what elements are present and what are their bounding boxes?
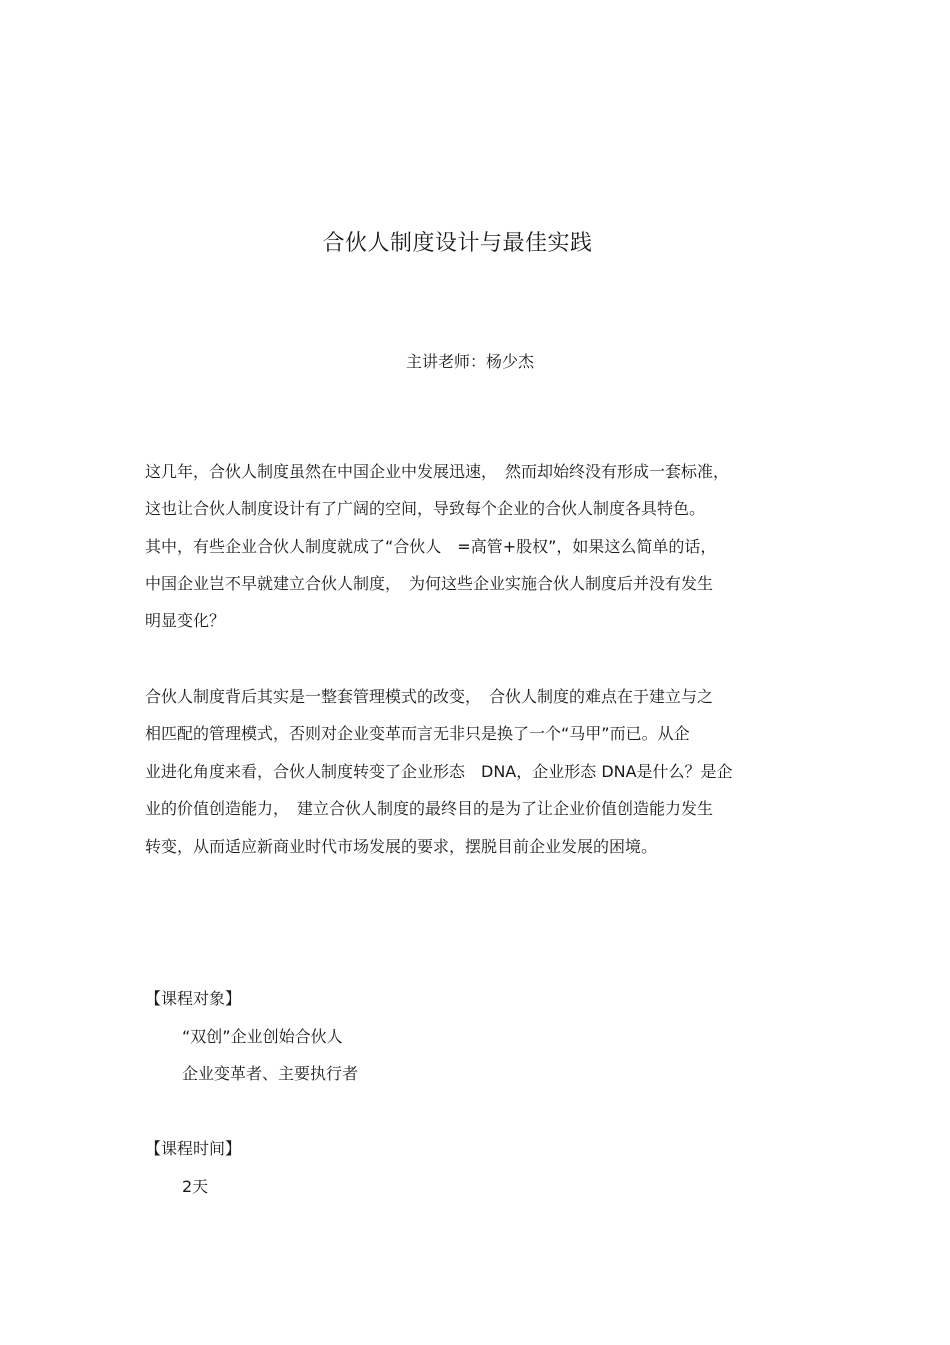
paragraph-line: 这几年，合伙人制度虽然在中国企业中发展迅速， 然而却始终没有形成一套标准， [145, 462, 730, 481]
paragraph-line: 业的价值创造能力， 建立合伙人制度的最终目的是为了让企业价值创造能力发生 [145, 799, 714, 818]
page-title: 合伙人制度设计与最佳实践 [322, 231, 593, 256]
duration-heading: 【课程时间】 [145, 1139, 242, 1158]
audience-item: “双创”企业创始合伙人 [182, 1027, 343, 1046]
duration-value: 2天 [182, 1177, 209, 1196]
paragraph-line: 这也让合伙人制度设计有了广阔的空间，导致每个企业的合伙人制度各具特色。 [145, 499, 706, 518]
paragraph-line: 转变，从而适应新商业时代市场发展的要求，摆脱目前企业发展的困境。 [145, 837, 658, 856]
paragraph-line: 业进化角度来看，合伙人制度转变了企业形态 DNA，企业形态 DNA是什么？是企 [145, 762, 733, 781]
audience-item: 企业变革者、主要执行者 [182, 1064, 359, 1083]
paragraph-line: 相匹配的管理模式，否则对企业变革而言无非只是换了一个“马甲”而已。从企 [145, 724, 690, 743]
audience-heading: 【课程对象】 [145, 989, 242, 1008]
lecturer-line: 主讲老师：杨少杰 [405, 352, 534, 371]
paragraph-line: 明显变化？ [145, 611, 226, 630]
paragraph-line: 中国企业岂不早就建立合伙人制度， 为何这些企业实施合伙人制度后并没有发生 [145, 574, 714, 593]
paragraph-line: 合伙人制度背后其实是一整套管理模式的改变， 合伙人制度的难点在于建立与之 [145, 687, 714, 706]
paragraph-line: 其中，有些企业合伙人制度就成了“合伙人 =高管+股权”，如果这么简单的话， [145, 537, 717, 556]
